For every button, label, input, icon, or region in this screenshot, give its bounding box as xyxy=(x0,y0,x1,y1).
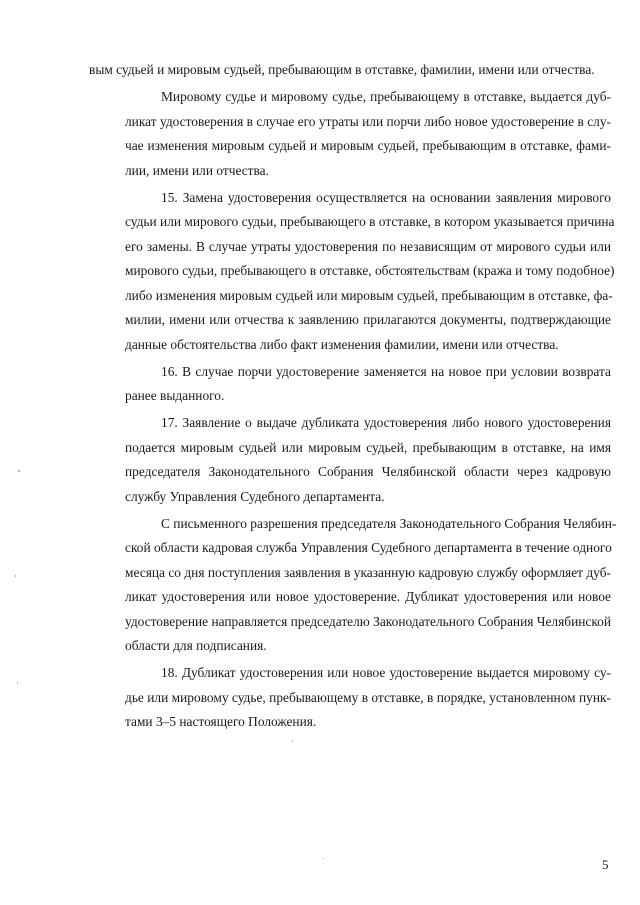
paragraph xyxy=(89,512,617,659)
text-line: его замены. В случае утраты удостоверения по независящим от мирового судьи или xyxy=(125,238,611,254)
text-line: 15. Замена удостоверения осуществляется на основании заявления мирового xyxy=(161,189,611,205)
text-line: вым судьей и мировым судьей, пребывающим в отставке, фамилии, имени или отчества. xyxy=(89,62,595,77)
document-body xyxy=(89,58,617,737)
paragraph xyxy=(89,58,611,83)
scan-speck xyxy=(18,470,20,472)
text-line: месяца со дня поступления заявления в указанную кадровую службу оформляет дуб- xyxy=(125,564,611,580)
paragraph xyxy=(89,85,611,183)
text-line: ликат удостоверения или новое удостоверение. Дубликат удостоверения или новое xyxy=(125,589,611,604)
text-line: области для подписания. xyxy=(125,638,267,653)
text-line: удостоверение направляется председателю Законодательного Собрания Челябинской xyxy=(125,613,612,629)
scan-speck xyxy=(15,575,16,577)
scan-speck xyxy=(17,682,18,684)
text-line: ской области кадровая служба Управления Судебного департамента в течение одного xyxy=(125,540,612,555)
paragraph xyxy=(89,661,611,735)
paragraph xyxy=(89,186,615,358)
text-line: мирового судьи, пребывающего в отставке, обстоятельствам (кража и тому подобное) xyxy=(125,263,615,278)
text-line: дье или мировому судье, пребывающему в отставке, в порядке, установленном пунк- xyxy=(125,689,611,705)
text-line: либо изменения мировым судьей или мировым судьей, пребывающим в отставке, фа- xyxy=(125,287,613,303)
text-line: 17. Заявление о выдаче дубликата удостоверения либо нового удостоверения xyxy=(161,415,611,430)
text-line: 16. В случае порчи удостоверение заменяется на новое при условии возврата xyxy=(161,363,611,379)
scan-speck xyxy=(292,740,293,742)
paragraph xyxy=(89,360,611,409)
text-line: ранее выданного. xyxy=(125,388,225,403)
text-line: лии, имени или отчества. xyxy=(125,162,269,178)
text-line: тами 3–5 настоящего Положения. xyxy=(125,714,317,729)
text-line: данные обстоятельства либо факт изменения фамилии, имени или отчества. xyxy=(125,336,559,352)
text-line: службу Управления Судебного департамента. xyxy=(125,488,385,504)
text-line: чае изменения мировым судьей и мировым судьей, пребывающим в отставке, фами- xyxy=(125,138,611,153)
page-number: 5 xyxy=(602,857,609,872)
text-line: судьи или мирового судьи, пребывающего в отставке, в котором указывается причина xyxy=(125,214,615,229)
scan-speck xyxy=(323,858,324,859)
text-line: ликат удостоверения в случае его утраты или порчи либо новое удостоверение в слу- xyxy=(125,113,611,129)
text-line: милии, имени или отчества к заявлению прилагаются документы, подтверждающие xyxy=(125,312,611,327)
paragraph xyxy=(89,411,611,509)
text-line: председателя Законодательного Собрания Челябинской области через кадровую xyxy=(125,464,611,479)
text-line: Мировому судье и мировому судье, пребывающему в отставке, выдается дуб- xyxy=(161,89,611,104)
text-line: подается мировым судьей или мировым судьей, пребывающим в отставке, на имя xyxy=(125,439,611,455)
text-line: С письменного разрешения председателя Законодательного Собрания Челябин- xyxy=(161,515,617,531)
text-line: 18. Дубликат удостоверения или новое удостоверение выдается мировому су- xyxy=(161,665,611,680)
